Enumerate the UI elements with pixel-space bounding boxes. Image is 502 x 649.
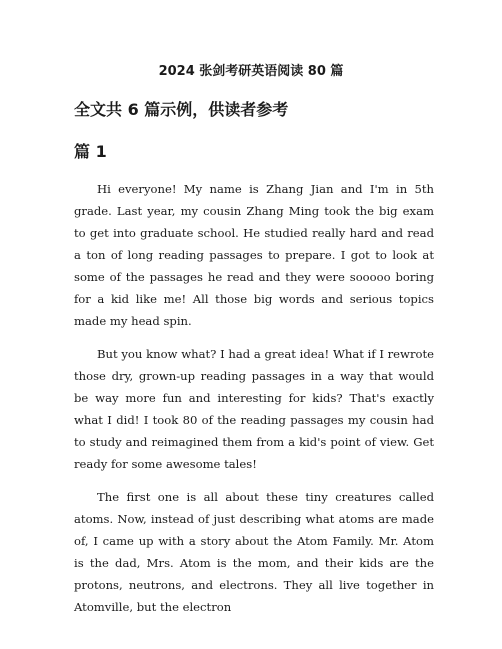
body-text [74,178,434,629]
section-heading: 篇 1 [74,142,107,161]
document-subtitle: 全文共 6 篇示例，供读者参考 [74,100,289,119]
paragraph-1: Hi everyone! My name is Zhang Jian and I'm in 5th grade. Last year, my cousin Zhang Ming took the big exam to get into graduate school. He studied really hard and read a ton of long reading passages to prepare. I got to look at some of the passages he read and they were sooooo boring for a kid like me! All those big words and serious topics made my head spin. [74,182,434,328]
paragraph-2: But you know what? I had a great idea! What if I rewrote those dry, grown-up reading passages in a way that would be way more fun and interesting for kids? That's exactly what I did! I took 80 of the reading passages my cousin had to study and reimagined them from a kid's point of view. Get ready for some awesome tales! [74,347,434,471]
document-title: 2024 张剑考研英语阅读 80 篇 [158,64,344,79]
paragraph-3: The first one is all about these tiny creatures called atoms. Now, instead of just describing what atoms are made of, I came up with a story about the Atom Family. Mr. Atom is the dad, Mrs. Atom is the mom, and their kids are the protons, neutrons, and electrons. They all live together in Atomville, but the electron [74,490,434,614]
